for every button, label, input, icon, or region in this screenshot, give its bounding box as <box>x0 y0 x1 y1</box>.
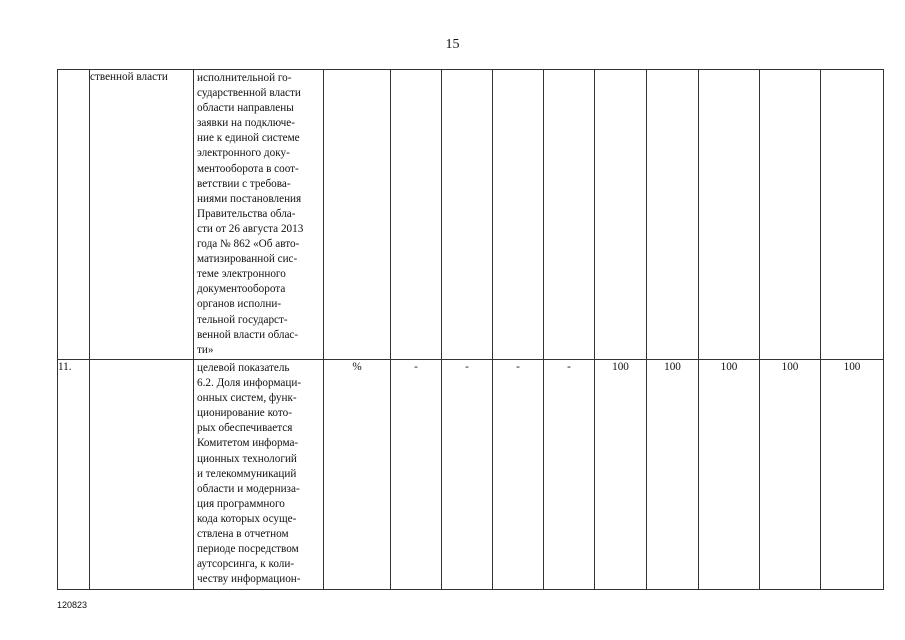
table-row <box>58 360 884 590</box>
value-cell: 100 <box>821 360 884 590</box>
value-cell: 100 <box>699 360 760 590</box>
row-description: исполнительной го- сударственной власти области направлены заявки на подключе- ние к единой системе электронного доку- ментооборота в соот- ветствии с требова- ниями постановления Правительства обла- сти от 26 августа 2013 года № 862 «Об авто- матизированной сис- теме электронного документооборота органов исполни- тельной государст- венной власти облас- ти» <box>194 70 324 360</box>
value-cell <box>391 70 442 360</box>
value-cell: 100 <box>595 360 647 590</box>
footer-code: 120823 <box>57 600 88 610</box>
value-cell: 100 <box>647 360 699 590</box>
value-cell <box>493 70 544 360</box>
row-subject: ственной власти <box>90 70 194 360</box>
table-row <box>58 70 884 360</box>
value-cell <box>442 70 493 360</box>
row-unit <box>324 70 391 360</box>
value-cell <box>699 70 760 360</box>
value-cell <box>647 70 699 360</box>
value-cell: - <box>544 360 595 590</box>
row-description: целевой показатель 6.2. Доля информаци- онных систем, функ- ционирование кото- рых обеспечивается Комитетом информа- ционных технологий и телекоммуникаций области и модерниза- ция программного кода которых осуще- ствлена в отчетном периоде посредством аутсорсинга, к коли- честву информацион- <box>194 360 324 590</box>
value-cell <box>760 70 821 360</box>
row-number <box>58 70 90 360</box>
value-cell: - <box>493 360 544 590</box>
value-cell: 100 <box>760 360 821 590</box>
value-cell <box>821 70 884 360</box>
row-unit: % <box>324 360 391 590</box>
value-cell <box>544 70 595 360</box>
value-cell: - <box>391 360 442 590</box>
value-cell <box>595 70 647 360</box>
value-cell: - <box>442 360 493 590</box>
page-number: 15 <box>445 37 460 52</box>
row-subject <box>90 360 194 590</box>
row-number: 11. <box>58 360 90 590</box>
indicator-table <box>57 69 884 590</box>
